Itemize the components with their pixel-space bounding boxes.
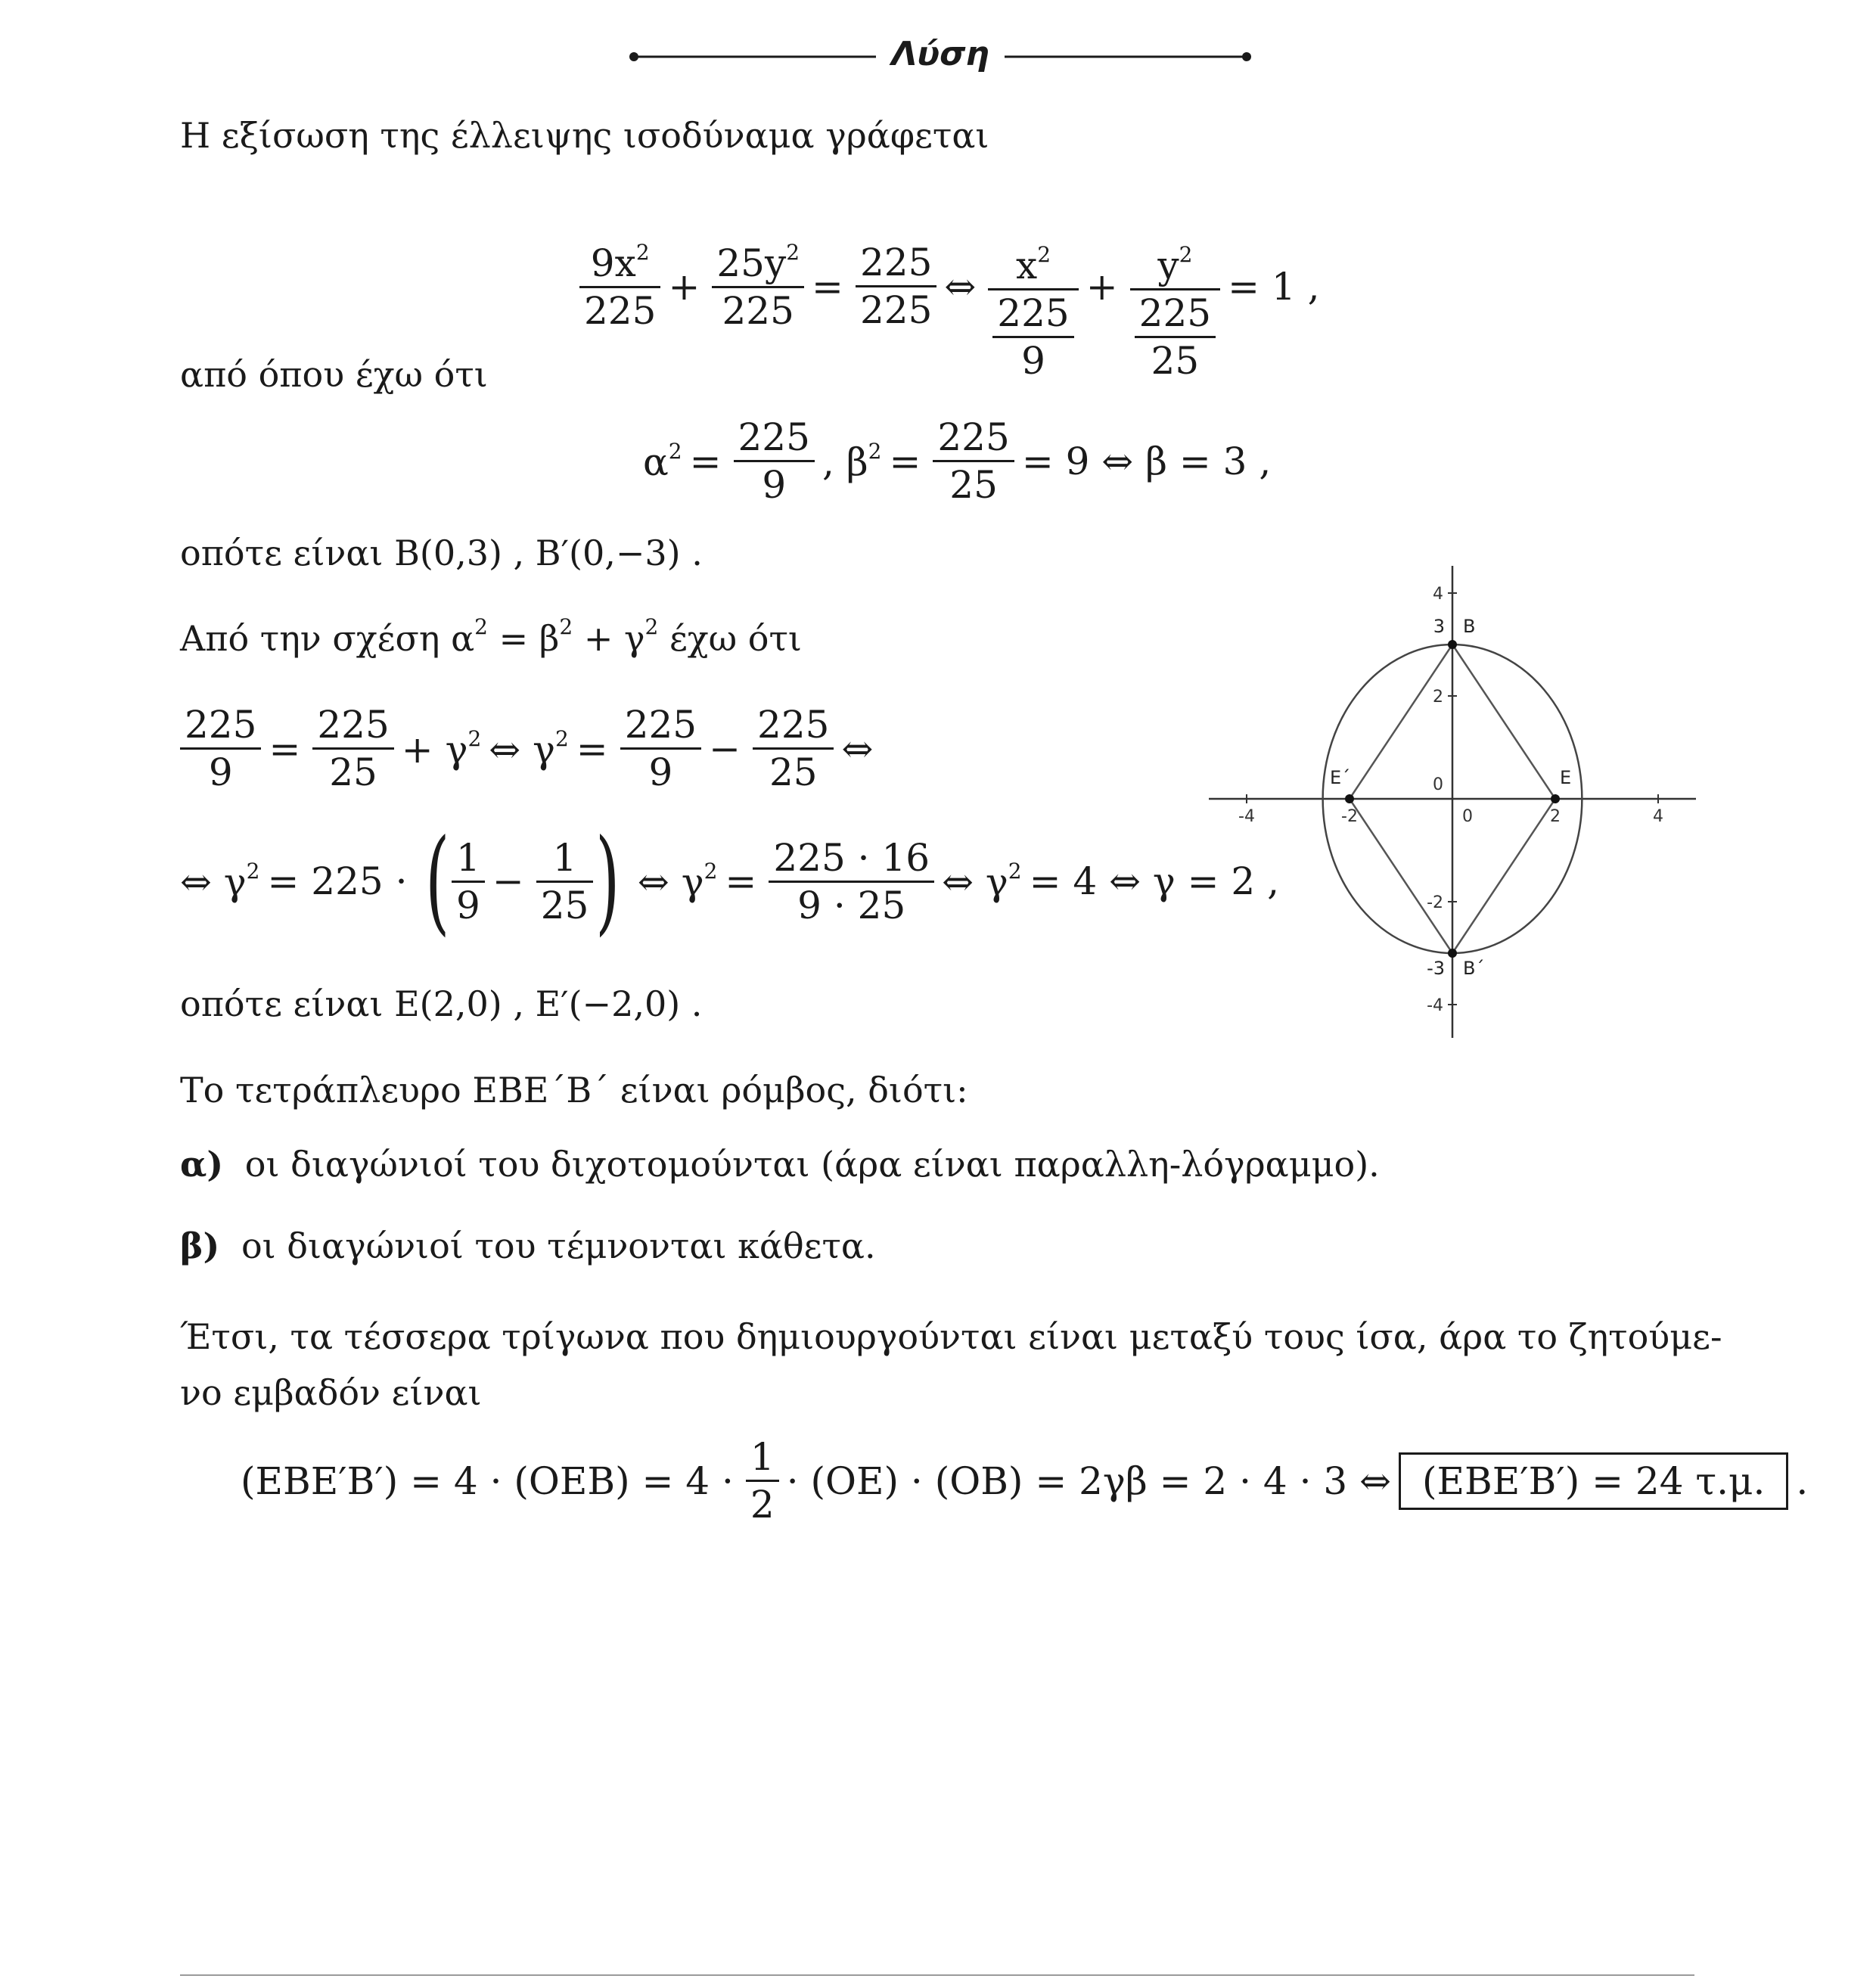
fraction: $y^2$ 225 25 [1130, 242, 1220, 384]
reason-b: β) οι διαγώνιοί του τέμνονται κάθετα. [180, 1225, 876, 1266]
ellipse-figure [1203, 560, 1702, 1044]
point-E [1551, 794, 1560, 803]
figure [1203, 560, 1702, 1044]
fraction: $\frac{225}{25}$ [933, 415, 1014, 508]
x-tick-label: 2 [1550, 807, 1561, 826]
x-tick-label: -2 [1341, 807, 1358, 826]
left-paren: ( [424, 815, 449, 947]
point-B [1448, 640, 1457, 649]
y-tick-label: 4 [1433, 585, 1443, 604]
from-where-line: από όπου έχω ότι [180, 354, 488, 395]
fraction: $x^2$ 225 9 [988, 242, 1078, 384]
fraction: $\frac{225}{9}$ [180, 702, 261, 795]
result-box: (EBE′B′) = 24 τ.μ. [1399, 1452, 1788, 1510]
y-tick-label: 2 [1433, 688, 1443, 707]
reason-a-label: α) [180, 1144, 224, 1185]
y-tick-label: 0 [1433, 775, 1443, 794]
equation-gamma-2: ⇔ $\gamma^2$ = 225 · ( $\frac{1}{9}$ − $\frac{1}{25}$ ) ⇔ $\gamma^2$ = $\frac{225 \cdot 16}{9 \cdot 25}$ ⇔ $\gamma^2$ = 4 ⇔ γ = 2 , [180, 815, 1280, 947]
point-label: B [1463, 616, 1476, 637]
fraction: $\frac{225 \cdot 16}{9 \cdot 25}$ [769, 835, 934, 928]
fraction: $\frac{1}{25}$ [536, 835, 594, 928]
x-tick-label: 0 [1462, 807, 1473, 826]
fraction: $\frac{225}{25}$ [312, 702, 393, 795]
fraction: $\frac{25y^2}{225}$ [712, 240, 804, 334]
fraction: $\frac{1}{2}$ [746, 1434, 779, 1527]
fraction: $\frac{225}{9}$ [734, 415, 815, 508]
header-title: Λύση [891, 35, 989, 73]
fraction: $\frac{225}{25}$ [753, 702, 834, 795]
relation-line: Από την σχέση $\alpha^2 = \beta^2 + \gamma^2$ έχω ότι [180, 614, 802, 659]
equation-alpha-beta: $\alpha^2$ = $\frac{225}{9}$ , $\beta^2$ = $\frac{225}{25}$ = 9 ⇔ β = 3 , [643, 415, 1272, 507]
y-tick-label: -4 [1427, 996, 1443, 1015]
equation-gamma-1: $\frac{225}{9}$ = $\frac{225}{25}$ + $\gamma^2$ ⇔ $\gamma^2$ = $\frac{225}{9}$ − $\frac{225}{25}$ ⇔ [175, 702, 881, 795]
header [626, 30, 1254, 83]
reason-b-label: β) [180, 1225, 220, 1266]
intro-line: Η εξίσωση της έλλειψης ισοδύναμα γράφεται [180, 115, 989, 156]
fraction: $\frac{225}{225}$ [856, 240, 936, 333]
equation-ellipse: $\frac{9x^2}{225}$ + $\frac{25y^2}{225}$ = $\frac{225}{225}$ ⇔ $x^2$ 225 9 + $y^2$ 225 25 = 1 , [575, 189, 1327, 384]
points-b-line: οπότε είναι B(0,3) , B′(0,−3) . [180, 533, 703, 573]
point-B΄ [1448, 949, 1457, 958]
point-label: E΄ [1330, 767, 1351, 788]
footer-rule [180, 1974, 1694, 1976]
point-label: B΄ [1463, 958, 1485, 979]
conclusion-line-2: νο εμβαδόν είναι [180, 1372, 482, 1413]
fraction: $\frac{225}{9}$ [620, 702, 701, 795]
equation-area: (EBE′B′) = 4 · (OEB) = 4 · $\frac{1}{2}$ · (OE) · (OB) = 2γβ = 2 · 4 · 3 ⇔ (EBE′B′) = 24 τ.μ. . [241, 1435, 1809, 1527]
point-value-label: -3 [1427, 958, 1445, 979]
y-tick-label: -2 [1427, 893, 1443, 912]
point-label: E [1560, 767, 1572, 788]
reason-a: α) οι διαγώνιοί του διχοτομούνται (άρα είναι παραλλη-λόγραμμο). [180, 1144, 1380, 1185]
x-tick-label: 4 [1653, 807, 1663, 826]
points-e-line: οπότε είναι E(2,0) , E′(−2,0) . [180, 983, 703, 1024]
point-E΄ [1345, 794, 1354, 803]
fraction: $\frac{9x^2}{225}$ [579, 240, 660, 334]
right-paren: ) [595, 815, 620, 947]
conclusion-line-1: Έτσι, τα τέσσερα τρίγωνα που δημιουργούνται είναι μεταξύ τους ίσα, άρα το ζητούμε- [180, 1316, 1722, 1357]
point-value-label: 3 [1433, 616, 1445, 637]
rhombus-line: Το τετράπλευρο ΕΒΕ΄Β΄ είναι ρόμβος, διότι: [180, 1070, 968, 1110]
x-tick-label: -4 [1238, 807, 1255, 826]
fraction: $\frac{1}{9}$ [452, 835, 485, 928]
